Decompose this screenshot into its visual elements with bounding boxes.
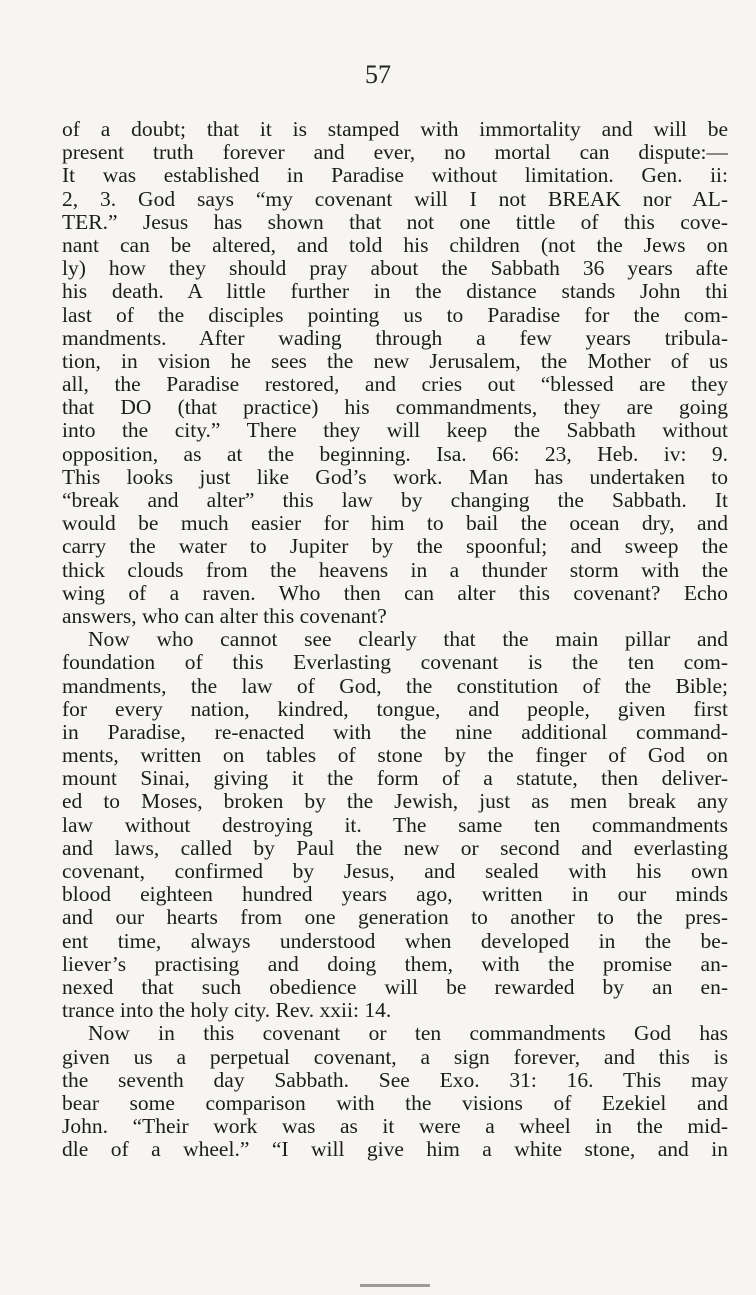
- text-line: present truth forever and ever, no mortal can dispute:—: [62, 141, 728, 165]
- text-line: the seventh day Sabbath. See Exo. 31: 16. This may: [62, 1068, 728, 1092]
- text-line: 2, 3. God says “my covenant will I not BREAK nor AL-: [62, 187, 728, 211]
- text-line: trance into the holy city. Rev. xxii: 14.: [62, 999, 392, 1023]
- text-line: given us a perpetual covenant, a sign forever, and this is: [62, 1045, 728, 1069]
- text-line: ent time, always understood when developed in the be-: [62, 929, 728, 953]
- text-line: Now in this covenant or ten commandments God has: [88, 1022, 728, 1046]
- text-line: TER.” Jesus has shown that not one tittle of this cove-: [62, 210, 728, 234]
- text-line: carry the water to Jupiter by the spoonful; and sweep the: [62, 535, 728, 559]
- text-line: It was established in Paradise without limitation. Gen. ii:: [62, 164, 728, 188]
- text-line: into the city.” There they will keep the Sabbath without: [62, 419, 728, 443]
- text-line: nexed that such obedience will be rewarded by an en-: [62, 975, 728, 999]
- text-line: all, the Paradise restored, and cries out “blessed are they: [62, 373, 728, 397]
- text-line: John. “Their work was as it were a wheel in the mid-: [62, 1115, 728, 1139]
- text-line: covenant, confirmed by Jesus, and sealed with his own: [62, 860, 728, 883]
- body-text: [62, 118, 728, 1161]
- text-line: bear some comparison with the visions of Ezekiel and: [62, 1091, 728, 1115]
- text-line: This looks just like God’s work. Man has undertaken to: [62, 465, 728, 489]
- text-line: for every nation, kindred, tongue, and people, given first: [62, 697, 728, 721]
- text-line: dle of a wheel.” “I will give him a white stone, and in: [62, 1138, 728, 1162]
- text-line: thick clouds from the heavens in a thunder storm with the: [62, 558, 728, 582]
- text-line: foundation of this Everlasting covenant is the ten com-: [62, 651, 728, 675]
- text-line: tion, in vision he sees the new Jerusalem, the Mother of us: [62, 349, 728, 373]
- text-line: nant can be altered, and told his children (not the Jews on: [62, 233, 728, 257]
- text-line: that DO (that practice) his commandments, they are going: [62, 396, 728, 420]
- text-line: of a doubt; that it is stamped with immortality and will be: [62, 118, 728, 141]
- text-line: wing of a raven. Who then can alter this covenant? Echo: [62, 581, 728, 605]
- page-number: 57: [365, 60, 391, 89]
- text-line: last of the disciples pointing us to Paradise for the com-: [62, 303, 728, 327]
- text-line: his death. A little further in the distance stands John thi: [62, 280, 728, 304]
- text-line: and our hearts from one generation to another to the pres-: [62, 906, 728, 930]
- text-line: Now who cannot see clearly that the main pillar and: [88, 628, 728, 652]
- text-line: ed to Moses, broken by the Jewish, just as men break any: [62, 790, 728, 814]
- text-line: would be much easier for him to bail the ocean dry, and: [62, 512, 728, 536]
- text-line: and laws, called by Paul the new or second and everlasting: [62, 836, 728, 860]
- text-line: opposition, as at the beginning. Isa. 66: 23, Heb. iv: 9.: [62, 442, 728, 466]
- text-line: mount Sinai, giving it the form of a statute, then deliver-: [62, 767, 728, 791]
- text-line: answers, who can alter this covenant?: [62, 604, 387, 628]
- text-line: “break and alter” this law by changing the Sabbath. It: [62, 489, 728, 512]
- text-line: blood eighteen hundred years ago, written in our minds: [62, 883, 728, 907]
- text-line: liever’s practising and doing them, with the promise an-: [62, 952, 728, 976]
- text-line: mandments, the law of God, the constitution of the Bible;: [62, 674, 728, 698]
- text-line: ments, written on tables of stone by the finger of God on: [62, 744, 728, 768]
- text-line: law without destroying it. The same ten commandments: [62, 813, 728, 837]
- cut-off-line-fragment: [360, 1284, 430, 1295]
- text-line: mandments. After wading through a few years tribula-: [62, 326, 728, 350]
- text-line: ly) how they should pray about the Sabbath 36 years afte: [62, 257, 728, 281]
- text-line: in Paradise, re-enacted with the nine additional command-: [62, 720, 728, 744]
